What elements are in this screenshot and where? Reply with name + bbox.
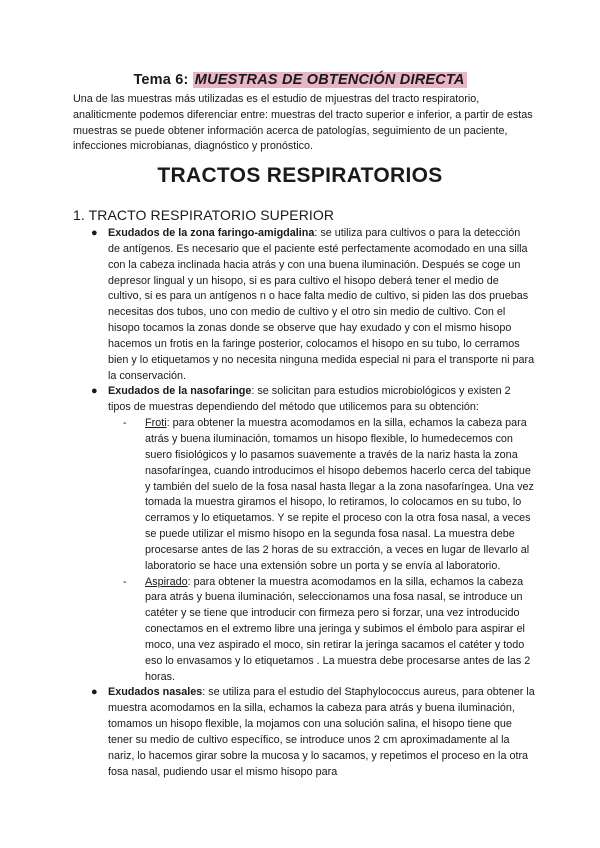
subitem-term: Froti xyxy=(145,417,167,430)
bullet-item-faringo xyxy=(73,226,535,384)
subitem-froti xyxy=(109,416,535,574)
bullet-term: Exudados de la zona faringo-amigdalina xyxy=(108,227,315,239)
bullet-item-nasofaringe xyxy=(73,384,535,416)
topic-highlight: MUESTRAS DE OBTENCIÓN DIRECTA xyxy=(194,72,465,88)
subsection-heading: 1. TRACTO RESPIRATORIO SUPERIOR xyxy=(73,207,335,223)
bullet-term: Exudados nasales xyxy=(108,686,203,699)
bullet-text: : se utiliza para el estudio del Staphylococcus aureus, para obtener la muestra acomodamos en la silla, echamos la cabeza para atrás y buena iluminación, tomamos un hisopo flexible, la mojamos con una solución salina, el hisopo tiene que tener su medio de cultivo específico, se introduce unos 2 cm aproximadamente al la nariz, lo hacemos girar sobre la mucosa y lo sacamos, y repetimos el proceso en la otra fosa nasal, pudiendo usar el mismo hisopo para xyxy=(108,686,535,778)
bullet-icon: ● xyxy=(91,385,98,398)
dash-icon: - xyxy=(123,575,127,588)
subitem-text: : para obtener la muestra acomodamos en la silla, echamos la cabeza para atrás y buena iluminación, tomamos un hisopo flexible, lo humedecemos con suero fisiológicos y lo pasamos suavemente a través de la nariz hasta la zona nasofaríngea, cuando introducimos el hisopo debemos hacerlo cerca del tabique y también del suelo de la fosa nasal hasta llegar a la zona nasofaríngea. Una vez tomada la muestra giramos el hisopo, lo retiramos, lo colocamos en su tubo, lo cerramos y lo etiquetamos. Y se repite el proceso con la otra fosa nasal, a veces se puede utilizar el mismo hisopo en la segunda fosa nasal. La muestra debe procesarse antes de las 2 horas de su extracción, a veces en lugar de llevarlo al laboratorio se hace una extensión sobre un porta y se envía al laboratorio. xyxy=(145,417,534,572)
dash-icon: - xyxy=(123,417,127,430)
content-body xyxy=(73,226,535,781)
section-heading: TRACTOS RESPIRATORIOS xyxy=(157,164,443,187)
subitem-text: : para obtener la muestra acomodamos en la silla, echamos la cabeza para atrás y buena iluminación, seleccionamos una fosa nasal, se introduce un catéter y se tiene que introducir con firmeza pero si forzar, una vez introducido conectamos en el extremo libre una jeringa y subimos el émbolo para aspirar el moco, una vez aspirado el moco, sin retirar la jeringa sacamos el catéter y todo eso lo envasamos y lo etiquetamos . La muestra debe procesarse antes de las 2 horas. xyxy=(145,575,531,683)
subitem-aspirado xyxy=(109,575,535,686)
bullet-icon: ● xyxy=(91,227,98,239)
bullet-text: : se solicitan para estudios microbiológicos y existen 2 tipos de muestras dependiendo del método que utilicemos para su obtención: xyxy=(108,385,511,414)
bullet-term: Exudados de la nasofaringe xyxy=(108,385,252,398)
subitem-term: Aspirado xyxy=(145,575,188,588)
topic-title xyxy=(0,71,600,89)
bullet-text: : se utiliza para cultivos o para la detección de antígenos. Es necesario que el paciente esté perfectamente acomodado en una silla con la cabeza inclinada hacia atrás y con una buena iluminación. Después se coge un depresor lingual y un hisopo, si es para cultivo el hisopo deberá tener el medio de cultivo, si es para un antígenos n o hace falta medio de cultivo, si piden las dos pruebas necesitas dos tubos, uno con medio de cultivo y el otro sin medio de cultivo. Con el hisopo tocamos la zonas donde se observe que hay exudado y con el mismo hisopo hacemos un frotis en la faringe posterior, colocamos el hisopo en su tubo, lo cerramos bien y lo etiquetamos y no necesita ninguna medida especial ni para el transporte ni para la conservación. xyxy=(108,227,535,382)
bullet-icon: ● xyxy=(91,686,98,699)
bullet-item-nasales xyxy=(73,685,535,780)
intro-paragraph: Una de las muestras más utilizadas es el estudio de mjuestras del tracto respiratorio, analiticmente podemos diferenciar entre: muestras del tracto superior e inferior, a partir de estas muestras se puede obtener información acerca de patologías, seguimiento de un paciente, infecciones microbianas, diagnóstico y pronóstico. xyxy=(73,93,533,153)
topic-prefix: Tema 6: xyxy=(133,72,193,88)
